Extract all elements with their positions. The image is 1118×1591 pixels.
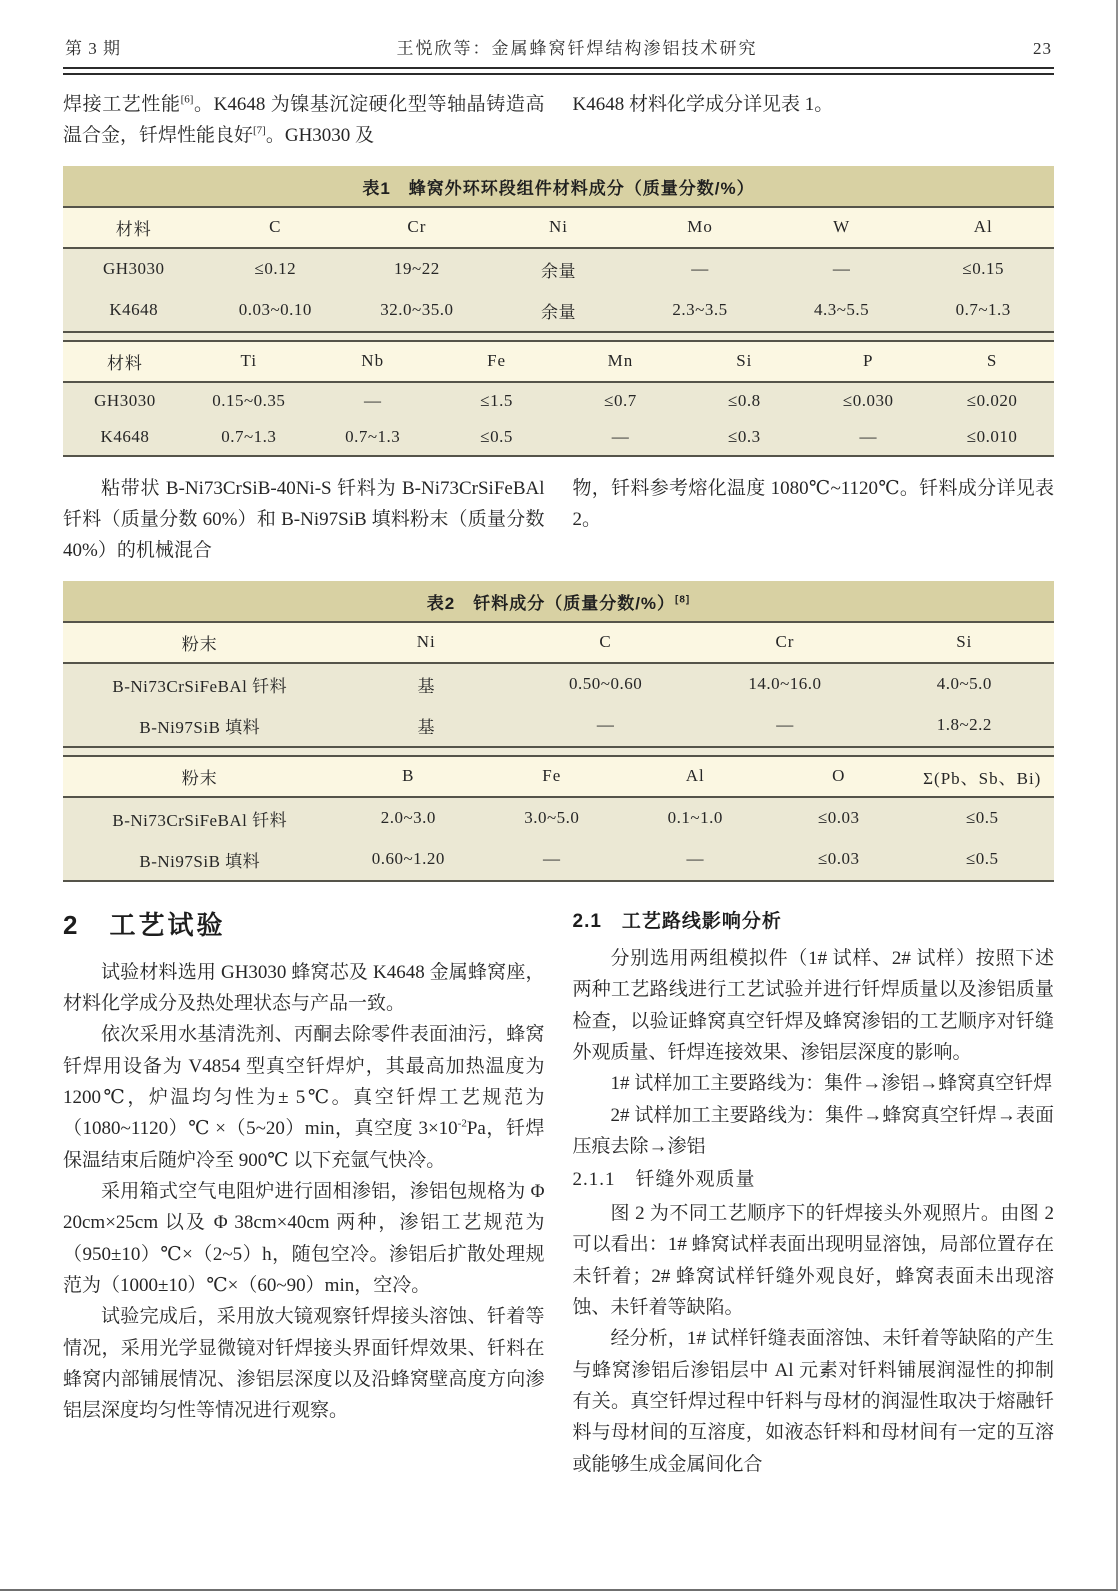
column-header: Cr <box>695 623 874 663</box>
paragraph: 分别选用两组模拟件（1# 试样、2# 试样）按照下述两种工艺路线进行工艺试验并进行钎焊质量以及渗铝质量检查，以验证蜂窝真空钎焊及蜂窝渗铝的工艺顺序对钎缝外观质量、钎焊连接效果、渗铝层深度的影响。 <box>572 948 1054 1064</box>
exponent: -2 <box>457 1118 467 1130</box>
table-1-divider <box>63 333 1054 342</box>
cell-value: ≤0.03 <box>767 839 910 881</box>
table-row <box>63 663 1054 705</box>
cell-value: 余量 <box>488 248 630 290</box>
cell-value: ≤0.010 <box>930 419 1054 456</box>
table-header-row <box>63 342 1054 382</box>
cell-value: ≤0.15 <box>912 248 1054 290</box>
table-row <box>63 839 1054 881</box>
cell-value: ≤0.020 <box>930 382 1054 419</box>
column-header: Cr <box>346 208 488 248</box>
column-header: C <box>205 208 347 248</box>
row-label: B-Ni73CrSiFeBAl 钎料 <box>63 663 337 705</box>
row-label: B-Ni97SiB 填料 <box>63 839 337 881</box>
column-header: Fe <box>435 342 559 382</box>
mid-row <box>63 473 1054 567</box>
column-header: 粉末 <box>63 757 337 797</box>
body-left-column <box>63 902 545 1480</box>
paragraph: 粘带状 B-Ni73CrSiB-40Ni-S 钎料为 B-Ni73CrSiFeBAl 钎料（质量分数 60%）和 B-Ni97SiB 填料粉末（质量分数 40%）的机械混合 <box>63 477 545 562</box>
citation-ref: [8] <box>675 594 691 606</box>
paragraph: 试验材料选用 GH3030 蜂窝芯及 K4648 金属蜂窝座，材料化学成分及热处理状态与产品一致。 <box>63 961 545 1014</box>
cell-value: 0.7~1.3 <box>311 419 435 456</box>
table-2-part-2 <box>63 757 1054 882</box>
column-header: 粉末 <box>63 623 337 663</box>
table-header-row <box>63 208 1054 248</box>
cell-value: 0.60~1.20 <box>337 839 480 881</box>
intro-row <box>63 89 1054 152</box>
subsection-heading: 2.1 工艺路线影响分析 <box>572 910 782 932</box>
table-2-divider <box>63 748 1054 757</box>
subsubsection-heading: 2.1.1 钎缝外观质量 <box>572 1169 756 1191</box>
cell-value: ≤0.12 <box>205 248 347 290</box>
cell-value: ≤1.5 <box>435 382 559 419</box>
column-header: 材料 <box>63 208 205 248</box>
column-header: Fe <box>480 757 623 797</box>
table-header-row <box>63 623 1054 663</box>
page-number: 23 <box>1033 39 1052 58</box>
cell-value: — <box>311 382 435 419</box>
column-header: Σ(Pb、Sb、Bi) <box>911 757 1055 797</box>
paragraph: 经分析，1# 试样钎缝表面溶蚀、未钎着等缺陷的产生与蜂窝渗铝后渗铝层中 Al 元素对钎料铺展润湿性的抑制有关。真空钎焊过程中钎料与母材的润湿性取决于熔融钎料与母材间的互溶度，如液态钎料和母材间有一定的互溶或能够生成金属间化合 <box>572 1328 1054 1475</box>
table-2 <box>63 581 1054 882</box>
table-row <box>63 419 1054 456</box>
paragraph: 图 2 为不同工艺顺序下的钎焊接头外观照片。由图 2 可以看出：1# 蜂窝试样表面出现明显溶蚀，局部位置存在未钎着；2# 蜂窝试样钎缝外观良好，蜂窝表面未出现溶蚀、未钎着等缺陷。 <box>572 1202 1054 1318</box>
column-header: B <box>337 757 480 797</box>
cell-value: 2.0~3.0 <box>337 797 480 839</box>
cell-value: 0.7~1.3 <box>187 419 311 456</box>
cell-value: 3.0~5.0 <box>480 797 623 839</box>
cell-value: — <box>806 419 930 456</box>
table-row <box>63 290 1054 332</box>
column-header: Mo <box>629 208 771 248</box>
cell-value: 2.3~3.5 <box>629 290 771 332</box>
column-header: Ti <box>187 342 311 382</box>
cell-value: ≤0.3 <box>682 419 806 456</box>
running-title: 王悦欣等：金属蜂窝钎焊结构渗铝技术研究 <box>396 39 758 58</box>
paragraph-text: 依次采用水基清洗剂、丙酮去除零件表面油污，蜂窝钎焊用设备为 V4854 型真空钎焊炉，其最高加热温度为 1200℃，炉温均匀性为± 5℃。真空钎焊工艺规范为（1080~1120）℃ ×（5~20）min，真空度 3×10 <box>63 1024 545 1140</box>
cell-value: ≤0.8 <box>682 382 806 419</box>
paragraph: 试验完成后，采用放大镜观察钎焊接头溶蚀、钎着等情况，采用光学显微镜对钎焊接头界面钎焊效果、钎料在蜂窝内部铺展情况、渗铝层深度以及沿蜂窝壁高度方向渗铝层深度均匀性等情况进行观察。 <box>63 1306 545 1422</box>
row-label: GH3030 <box>63 382 187 419</box>
column-header: 材料 <box>63 342 187 382</box>
row-label: K4648 <box>63 419 187 456</box>
cell-value: 余量 <box>488 290 630 332</box>
table-2-title <box>63 581 1054 623</box>
paragraph-text: Pa，钎焊保温结束后随炉冷至 900℃ 以下充氩气快冷。 <box>63 1118 545 1171</box>
body-row <box>63 902 1054 1480</box>
cell-value: 32.0~35.0 <box>346 290 488 332</box>
citation-ref: [7] <box>253 125 266 138</box>
column-header: O <box>767 757 910 797</box>
table-2-part-1 <box>63 623 1054 748</box>
paragraph <box>63 89 545 152</box>
column-header: S <box>930 342 1054 382</box>
row-label: GH3030 <box>63 248 205 290</box>
column-header: P <box>806 342 930 382</box>
column-header: Nb <box>311 342 435 382</box>
cell-value: 0.03~0.10 <box>205 290 347 332</box>
cell-value: 1.8~2.2 <box>875 705 1054 747</box>
paragraph: 采用箱式空气电阻炉进行固相渗铝，渗铝包规格为 Φ 20cm×25cm 以及 Φ 38cm×40cm 两种，渗铝工艺规范为（950±10）℃×（2~5）h，随包空冷。渗铝后扩散处理规范为（1000±10）℃×（60~90）min，空冷。 <box>63 1181 545 1297</box>
column-header: Ni <box>337 623 516 663</box>
table-1 <box>63 166 1054 457</box>
cell-value: — <box>516 705 695 747</box>
column-header: W <box>771 208 913 248</box>
cell-value: 0.50~0.60 <box>516 663 695 705</box>
table-title-text: 表2 钎料成分（质量分数/%） <box>426 593 676 613</box>
body-right-column <box>573 902 1055 1480</box>
paragraph <box>63 1019 545 1176</box>
row-label: B-Ni97SiB 填料 <box>63 705 337 747</box>
cell-value: — <box>629 248 771 290</box>
cell-value: — <box>559 419 683 456</box>
paragraph-text: 。K4648 为镍基沉淀硬化型等轴晶铸造高温合金，钎焊性能良好 <box>63 94 545 147</box>
cell-value: — <box>695 705 874 747</box>
column-header: Si <box>682 342 806 382</box>
intro-right-column <box>573 89 1055 152</box>
cell-value: — <box>480 839 623 881</box>
cell-value: 19~22 <box>346 248 488 290</box>
intro-left-column <box>63 89 545 152</box>
column-header: Si <box>875 623 1054 663</box>
mid-left-column <box>63 473 545 567</box>
header-rule <box>63 67 1054 75</box>
cell-value: 0.1~1.0 <box>624 797 767 839</box>
paragraph: 2# 试样加工主要路线为：集件→蜂窝真空钎焊→表面压痕去除→渗铝 <box>572 1104 1054 1158</box>
row-label: B-Ni73CrSiFeBAl 钎料 <box>63 797 337 839</box>
paragraph-text: 。GH3030 及 <box>265 125 375 147</box>
cell-value: 0.7~1.3 <box>912 290 1054 332</box>
cell-value: ≤0.7 <box>559 382 683 419</box>
table-row <box>63 797 1054 839</box>
table-header-row <box>63 757 1054 797</box>
cell-value: 14.0~16.0 <box>695 663 874 705</box>
section-heading: 2 工艺试验 <box>63 909 226 940</box>
cell-value: — <box>771 248 913 290</box>
table-row <box>63 382 1054 419</box>
cell-value: ≤0.5 <box>911 839 1055 881</box>
issue-label: 第 3 期 <box>65 39 121 58</box>
table-1-title <box>63 166 1054 208</box>
table-row <box>63 705 1054 747</box>
mid-right-column <box>573 473 1055 567</box>
cell-value: — <box>624 839 767 881</box>
cell-value: 基 <box>337 705 516 747</box>
cell-value: ≤0.5 <box>911 797 1055 839</box>
cell-value: ≤0.5 <box>435 419 559 456</box>
paragraph: 物，钎料参考熔化温度 1080℃~1120℃。钎料成分详见表 2。 <box>572 477 1054 531</box>
page-header <box>63 34 1054 67</box>
table-title-text: 表1 蜂窝外环环段组件材料成分（质量分数/%） <box>362 178 755 198</box>
cell-value: 基 <box>337 663 516 705</box>
cell-value: 4.0~5.0 <box>875 663 1054 705</box>
table-1-part-2 <box>63 342 1054 457</box>
paragraph-text: 焊接工艺性能 <box>63 94 181 115</box>
column-header: Mn <box>559 342 683 382</box>
column-header: Al <box>912 208 1054 248</box>
table-row <box>63 248 1054 290</box>
column-header: Al <box>624 757 767 797</box>
cell-value: ≤0.03 <box>767 797 910 839</box>
cell-value: 0.15~0.35 <box>187 382 311 419</box>
cell-value: ≤0.030 <box>806 382 930 419</box>
paragraph: K4648 材料化学成分详见表 1。 <box>572 94 834 115</box>
table-1-part-1 <box>63 208 1054 333</box>
column-header: Ni <box>488 208 630 248</box>
column-header: C <box>516 623 695 663</box>
row-label: K4648 <box>63 290 205 332</box>
citation-ref: [6] <box>180 93 194 106</box>
paragraph: 1# 试样加工主要路线为：集件→渗铝→蜂窝真空钎焊 <box>610 1073 1053 1095</box>
cell-value: 4.3~5.5 <box>771 290 913 332</box>
